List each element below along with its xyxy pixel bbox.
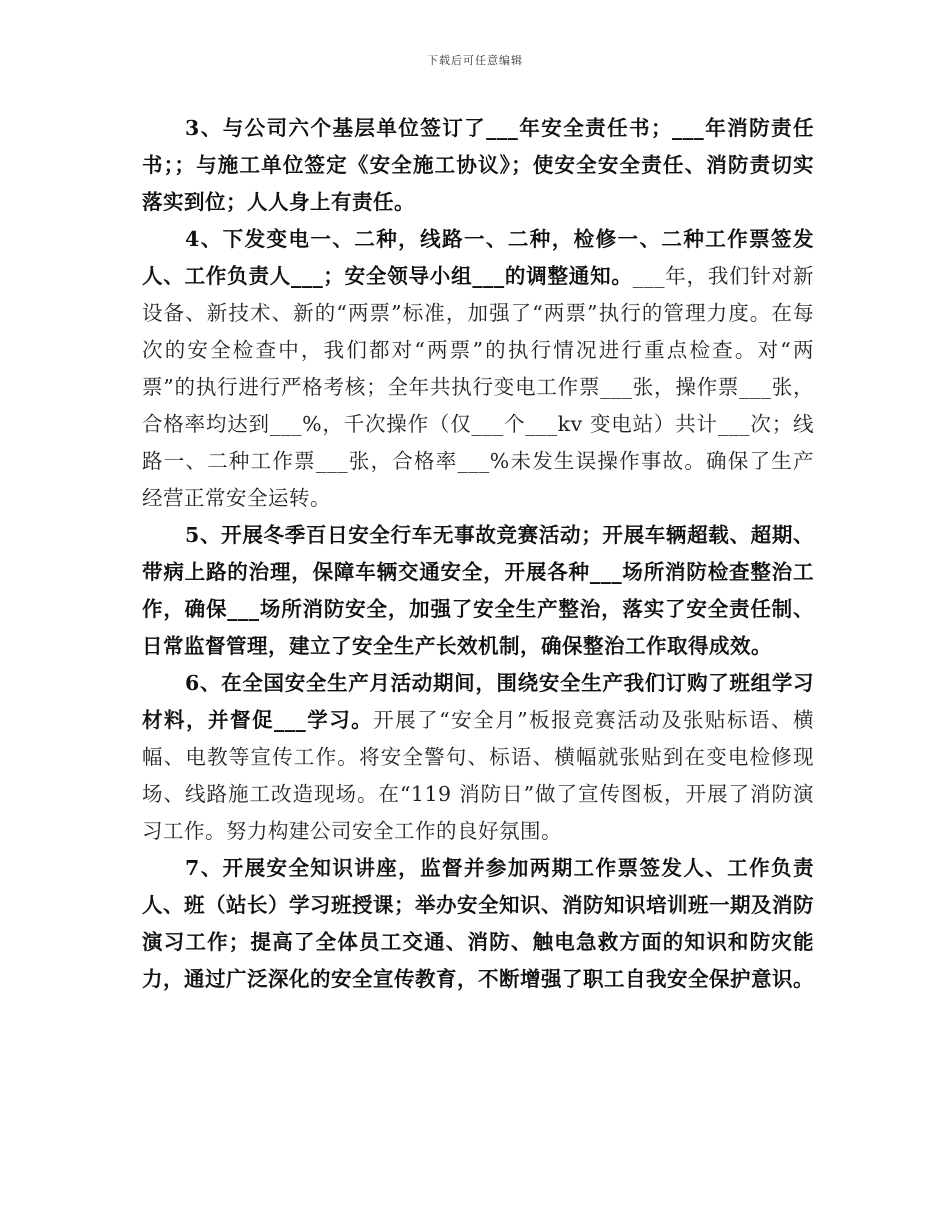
paragraph-item-7 (142, 850, 814, 998)
paragraph-bold-text: 6、在全国安全生产月活动期间，围绕安全生产我们订购了班组学习材料，并督促___学习。 (142, 671, 814, 732)
paragraph-item-4 (142, 221, 814, 517)
paragraph-regular-text: 开展了“安全月”板报竞赛活动及张贴标语、横幅、电教等宣传工作。将安全警句、标语、横幅就张贴到在变电检修现场、线路施工改造现场。在“119 消防日”做了宣传图板，开展了消防演习工作。努力构建公司安全工作的良好氛围。 (142, 708, 815, 843)
paragraph-regular-text: ___年，我们针对新设备、新技术、新的“两票”标准，加强了“两票”执行的管理力度。在每次的安全检查中，我们都对“两票”的执行情况进行重点检查。对“两票”的执行进行严格考核；全年共执行变电工作票___张，操作票___张，合格率均达到___%，千次操作（仅___个___kv 变电站）共计___次；线路一、二种工作票___张，合格率___%未发生误操作事故。确保了生产经营正常安全运转。 (142, 264, 814, 510)
paragraph-item-5 (142, 517, 814, 665)
page-header: 下载后可任意编辑 (427, 54, 523, 67)
paragraph-bold-text: 4、下发变电一、二种，线路一、二种，检修一、二种工作票签发人、工作负责人___；安全领导小组___的调整通知。 (142, 227, 814, 288)
paragraph-bold-text: 7、开展安全知识讲座，监督并参加两期工作票签发人、工作负责人、班（站长）学习班授课；举办安全知识、消防知识培训班一期及消防演习工作；提高了全体员工交通、消防、触电急救方面的知识和防灾能力，通过广泛深化的安全宣传教育，不断增强了职工自我安全保护意识。 (142, 856, 814, 991)
document-body (142, 110, 814, 998)
paragraph-bold-text: 5、开展冬季百日安全行车无事故竞赛活动；开展车辆超载、超期、带病上路的治理，保障车辆交通安全，开展各种___场所消防检查整治工作，确保___场所消防安全，加强了安全生产整治，落实了安全责任制、日常监督管理，建立了安全生产长效机制，确保整治工作取得成效。 (142, 523, 814, 658)
paragraph-item-6 (142, 665, 814, 850)
paragraph-bold-text: 3、与公司六个基层单位签订了___年安全责任书；___年消防责任书；；与施工单位签定《安全施工协议》；使安全安全责任、消防责切实落实到位；人人身上有责任。 (142, 116, 814, 214)
paragraph-item-3 (142, 110, 814, 221)
